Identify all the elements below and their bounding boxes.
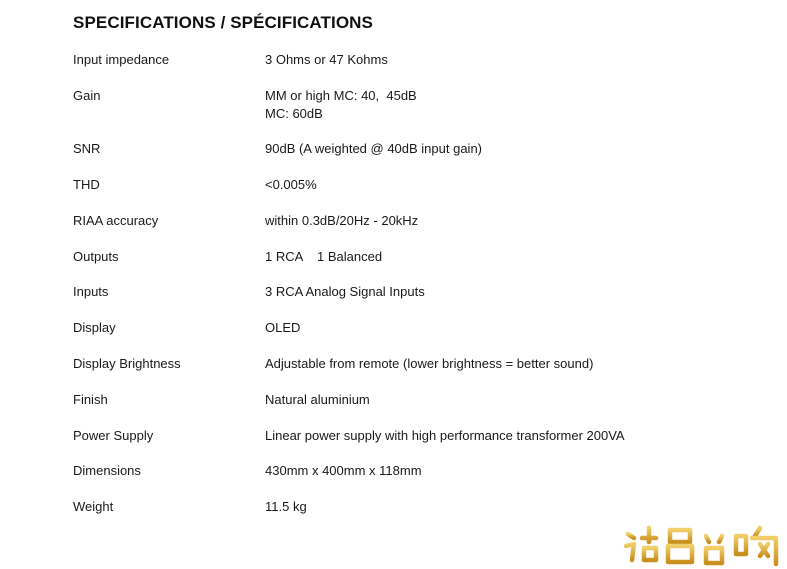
watermark-logo bbox=[622, 524, 782, 568]
spec-label: Finish bbox=[73, 392, 108, 407]
spec-label: SNR bbox=[73, 141, 101, 156]
spec-value bbox=[265, 140, 765, 158]
spec-value bbox=[265, 87, 765, 123]
spec-value bbox=[265, 248, 765, 266]
spec-value-line: 11.5 kg bbox=[265, 499, 307, 514]
spec-value bbox=[265, 391, 765, 409]
spec-value-line: Adjustable from remote (lower brightness = better sound) bbox=[265, 356, 594, 371]
spec-value-line: <0.005% bbox=[265, 177, 317, 192]
page-title: SPECIFICATIONS / SPÉCIFICATIONS bbox=[73, 13, 373, 32]
spec-value-line: 3 Ohms or 47 Kohms bbox=[265, 52, 388, 67]
spec-label: Inputs bbox=[73, 284, 109, 299]
spec-value-line: 1 RCA 1 Balanced bbox=[265, 249, 383, 264]
watermark-graphic bbox=[622, 524, 782, 568]
spec-label: Gain bbox=[73, 88, 101, 103]
spec-value bbox=[265, 176, 765, 194]
spec-label: Dimensions bbox=[73, 463, 141, 478]
spec-value-line: MC: 60dB bbox=[265, 106, 323, 121]
spec-label: Display bbox=[73, 320, 116, 335]
spec-value bbox=[265, 51, 765, 69]
spec-value-line: MM or high MC: 40, 45dB bbox=[265, 88, 417, 103]
spec-value bbox=[265, 355, 765, 373]
spec-value-line: OLED bbox=[265, 320, 301, 335]
spec-label: Power Supply bbox=[73, 428, 154, 443]
spec-value bbox=[265, 319, 765, 337]
spec-value-line: 430mm x 400mm x 118mm bbox=[265, 463, 422, 478]
spec-value-line: within 0.3dB/20Hz - 20kHz bbox=[265, 213, 419, 228]
spec-value-line: Linear power supply with high performance transformer 200VA bbox=[265, 428, 625, 443]
spec-label: Input impedance bbox=[73, 52, 170, 67]
spec-label: THD bbox=[73, 177, 100, 192]
spec-value bbox=[265, 427, 765, 445]
spec-label: Display Brightness bbox=[73, 356, 181, 371]
spec-value bbox=[265, 283, 765, 301]
spec-label: RIAA accuracy bbox=[73, 213, 159, 228]
spec-value-line: 3 RCA Analog Signal Inputs bbox=[265, 284, 425, 299]
spec-label: Outputs bbox=[73, 249, 119, 264]
spec-value bbox=[265, 498, 765, 516]
spec-value-line: 90dB (A weighted @ 40dB input gain) bbox=[265, 141, 483, 156]
spec-value-line: Natural aluminium bbox=[265, 392, 370, 407]
spec-label: Weight bbox=[73, 499, 114, 514]
spec-value bbox=[265, 462, 765, 480]
spec-value bbox=[265, 212, 765, 230]
